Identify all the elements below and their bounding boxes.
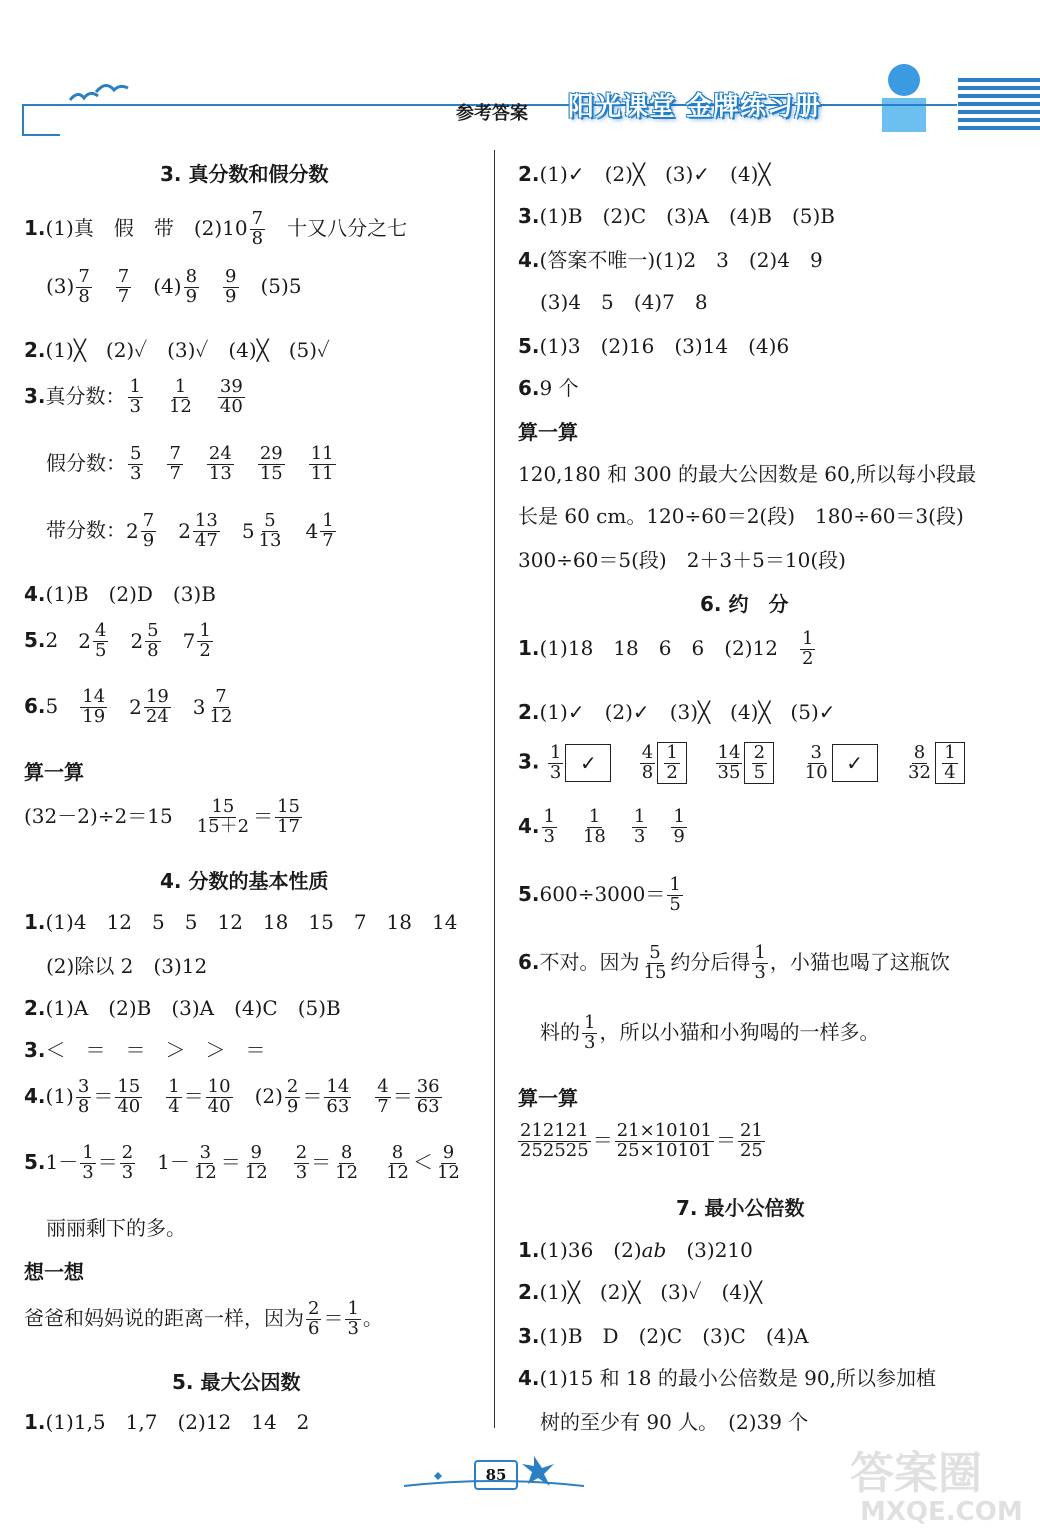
answer-line: $\frac{212121}{252525}$ ＝ $\frac{21\times 10101}{25\times 10101}$ ＝ $\frac{21}{25}$ (520, 1120, 763, 1161)
answer-line: 1.(1)真 假 带 (2)10 $\frac{7}{8}$ 十又八分之七 (24, 208, 408, 249)
answer-line: 3.＜ ＝ ＝ ＞ ＞ ＝ (24, 1038, 266, 1062)
answer-line: 4.(1)15 和 18 的最小公倍数是 90,所以参加植 (518, 1366, 936, 1390)
answer-line: 带分数： 2 $\frac{7}{9}$ 2 $\frac{13}{47}$ 5 $\frac{5}{13}$ 4 $\frac{1}{7}$ (46, 510, 334, 551)
section-subtitle: 算一算 (518, 1086, 578, 1110)
answer-line: 爸爸和妈妈说的距离一样，因为 $\frac{2}{6}$ ＝ $\frac{1}{3}$ 。 (24, 1298, 383, 1339)
answer-line: 3.真分数： $\frac{1}{3}$ $\frac{1}{12}$ $\frac{39}{40}$ (24, 376, 243, 417)
answer-line: 假分数： $\frac{5}{3}$ $\frac{7}{7}$ $\frac{24}{13}$ $\frac{29}{15}$ $\frac{11}{11}$ (46, 443, 334, 484)
answer-line: 4.(答案不唯一)(1)2 3 (2)4 9 (518, 248, 823, 272)
section-title: 7. 最小公倍数 (676, 1196, 805, 1220)
answer-line: (3) $\frac{7}{8}$ $\frac{7}{7}$ (4) $\frac{8}{9}$ $\frac{9}{9}$ (5)5 (46, 266, 302, 307)
answer-line: 2.(1)A (2)B (3)A (4)C (5)B (24, 996, 341, 1020)
answer-line: 树的至少有 90 人。 (2)39 个 (540, 1410, 809, 1434)
watermark (840, 1438, 1030, 1526)
answer-line: 4. $\frac{1}{3}$ $\frac{1}{18}$ $\frac{1}{3}$ $\frac{1}{9}$ (518, 806, 685, 847)
answer-line: 5.2 2 $\frac{4}{5}$ 2 $\frac{5}{8}$ 7 $\frac{1}{2}$ (24, 620, 211, 661)
watermark-logo (840, 1438, 1030, 1526)
header-decoration (860, 60, 960, 134)
answer-box: $\frac{1}{2}$ (657, 742, 687, 784)
answer-line: 6.不对。因为 $\frac{5}{15}$ 约分后得 $\frac{1}{3}$ ，小猫也喝了这瓶饮 (518, 942, 950, 983)
answer-line: 5.1－ $\frac{1}{3}$ ＝ $\frac{2}{3}$ 1－ $\frac{3}{12}$ ＝ $\frac{9}{12}$ $\frac{2}{3}$ ＝ $\frac{8}{12}$ $\frac{8}{12}$ ＜ $\frac{9}{12}$ (24, 1142, 460, 1183)
header-answer-label: 参考答案 (456, 103, 528, 124)
answer-box: ✓ (832, 744, 878, 782)
section-subtitle: 算一算 (24, 760, 84, 784)
answer-box: $\frac{1}{4}$ (935, 742, 965, 784)
section-title: 6. 约 分 (700, 592, 789, 616)
page-number: 85 (474, 1460, 518, 1490)
answer-line: 120,180 和 300 的最大公因数是 60,所以每小段最 (518, 462, 977, 486)
section-subtitle: 算一算 (518, 420, 578, 444)
answer-line: 料的 $\frac{1}{3}$ ，所以小猫和小狗喝的一样多。 (540, 1012, 880, 1053)
section-title: 5. 最大公因数 (172, 1370, 301, 1394)
answer-line: 丽丽剩下的多。 (46, 1216, 186, 1240)
answer-line: 1.(1)1,5 1,7 (2)12 14 2 (24, 1410, 310, 1434)
section-title: 3. 真分数和假分数 (160, 162, 329, 186)
section-subtitle: 想一想 (24, 1260, 84, 1284)
answer-line: 长是 60 cm。120÷60＝2(段) 180÷60＝3(段) (518, 504, 964, 528)
answer-line: 6.5 $\frac{14}{19}$ 2 $\frac{19}{24}$ 3 $\frac{7}{12}$ (24, 686, 233, 727)
answer-line: (3)4 5 (4)7 8 (540, 290, 708, 314)
answer-line: 2.(1)✓ (2)╳ (3)✓ (4)╳ (518, 162, 771, 186)
answer-line: 300÷60＝5(段) 2＋3＋5＝10(段) (518, 548, 846, 572)
answer-line: 2.(1)╳ (2)╳ (3)✓ (4)╳ (518, 1280, 762, 1304)
header-stripes (958, 78, 1040, 134)
section-title: 4. 分数的基本性质 (160, 869, 329, 893)
answer-line: 1.(1)36 (2)ab (3)210 (518, 1238, 753, 1262)
answer-line: 5.600÷3000＝ $\frac{1}{5}$ (518, 874, 681, 915)
header-brand: 阳光课堂 金牌练习册 (568, 92, 822, 122)
answer-line: 1.(1)4 12 5 5 12 18 15 7 18 14 (24, 910, 458, 934)
answer-line: 2.(1)✓ (2)✓ (3)╳ (4)╳ (5)✓ (518, 700, 836, 724)
answer-box: ✓ (565, 744, 611, 782)
svg-text:答案圈: 答案圈 (850, 1448, 982, 1499)
answer-line: 3. $\frac{1}{3}$ ✓ $\frac{4}{8}$ $\frac{1}{2}$ $\frac{14}{35}$ $\frac{2}{5}$ $\frac{3}{10}$ ✓ $\frac{8}{32}$ $\frac{1}{4}$ (518, 742, 965, 784)
answer-line: 4.(1)B (2)D (3)B (24, 582, 216, 606)
header-corner (22, 104, 60, 136)
answer-line: 1.(1)18 18 6 6 (2)12 $\frac{1}{2}$ (518, 628, 814, 669)
answer-box: $\frac{2}{5}$ (744, 742, 774, 784)
answer-line: 6.9 个 (518, 376, 579, 400)
answer-line: 3.(1)B D (2)C (3)C (4)A (518, 1324, 809, 1348)
answer-line: (32－2)÷2＝15 $\frac{15}{15+2}$ ＝ $\frac{15}{17}$ (24, 796, 300, 837)
answer-line: 5.(1)3 (2)16 (3)14 (4)6 (518, 334, 790, 358)
svg-text:MXQE.COM: MXQE.COM (860, 1497, 1023, 1526)
answer-line: 2.(1)╳ (2)✓ (3)✓ (4)╳ (5)✓ (24, 338, 330, 362)
column-divider (494, 150, 495, 1428)
answer-line: 3.(1)B (2)C (3)A (4)B (5)B (518, 204, 836, 228)
answer-line: 4.(1) $\frac{3}{8}$ ＝ $\frac{15}{40}$ $\frac{1}{4}$ ＝ $\frac{10}{40}$ (2) $\frac{2}{9}$ ＝ $\frac{14}{63}$ $\frac{4}{7}$ ＝ $\frac{36}{63}$ (24, 1076, 440, 1117)
answer-line: (2)除以 2 (3)12 (46, 954, 208, 978)
